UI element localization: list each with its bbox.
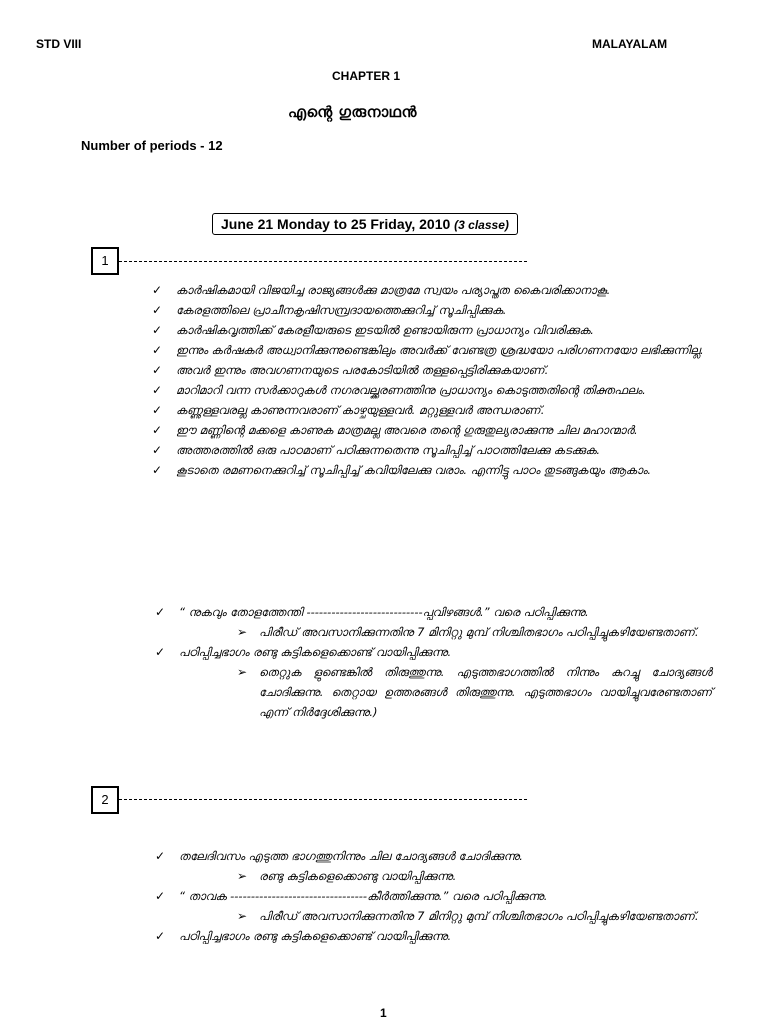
list-item: [152, 360, 712, 380]
list-item-text: അത്തരത്തിൽ ഒരു പാഠമാണ് പഠിക്കുന്നതെന്നു സൂചിപ്പിച്ച് പാഠത്തിലേക്കു കടക്കുക.: [176, 443, 601, 457]
check-mark-icon: ✓: [152, 463, 163, 477]
section-divider-2: [119, 799, 527, 800]
check-mark-icon: ✓: [155, 605, 166, 619]
check-mark-icon: ✓: [155, 645, 166, 659]
list-item-text: “ നുകവും തോളത്തേന്തി ----------------------------പ്പവിഴങ്ങൾ.” വരെ പഠിപ്പിക്കുന്നു.: [179, 605, 589, 619]
list-item-text: കൂടാതെ രമണനെക്കുറിച്ച് സൂചിപ്പിച്ച് കവിയിലേക്കു വരാം. എന്നിട്ടു പാഠം തുടങ്ങുകയും ആകാം.: [176, 463, 652, 477]
check-mark-icon: ✓: [155, 849, 166, 863]
check-mark-icon: ✓: [152, 343, 163, 357]
list-item-text: രണ്ടു കുട്ടികളെക്കൊണ്ടു വായിപ്പിക്കുന്നു.: [259, 869, 457, 883]
arrow-bullet-icon: ➢: [237, 869, 248, 883]
check-mark-icon: ✓: [152, 423, 163, 437]
list-item: [152, 280, 712, 300]
list-item: [155, 602, 712, 622]
list-item: [237, 866, 712, 886]
list-item: [152, 460, 712, 480]
list-item: [152, 400, 712, 420]
list-item: [155, 846, 712, 866]
teaching-steps-1: [155, 602, 712, 722]
list-item: [237, 622, 712, 642]
check-mark-icon: ✓: [152, 283, 163, 297]
section-divider: [119, 261, 527, 262]
date-range-note: (3 classe): [454, 218, 509, 232]
list-item-text: “ താവക ---------------------------------കീർത്തിക്കുന്നു.” വരെ പഠിപ്പിക്കുന്നു.: [179, 889, 548, 903]
page-number: 1: [380, 1006, 387, 1020]
section-number-box-2: 2: [91, 786, 119, 814]
chapter-label: CHAPTER 1: [332, 69, 401, 83]
list-item: [152, 380, 712, 400]
objectives-list: [152, 280, 712, 480]
list-item-text: പഠിപ്പിച്ചഭാഗം രണ്ടു കുട്ടികളെക്കൊണ്ട് വായിപ്പിക്കുന്നു.: [179, 645, 452, 659]
section-number-box: 1: [91, 247, 119, 275]
list-item: [155, 926, 712, 946]
list-item-text: അവർ ഇന്നും അവഗണനയുടെ പരകോടിയിൽ തള്ളപ്പെട്ടിരിക്കുകയാണ്.: [176, 363, 549, 377]
list-item-text: തെറ്റുക ളുണ്ടെങ്കിൽ തിരുത്തുന്നു. എടുത്തഭാഗത്തിൽ നിന്നും കുറച്ചു ചോദ്യങ്ങൾ ചോദിക്കുന്നു. തെറ്റായ ഉത്തരങ്ങൾ തിരുത്തുന്നു. എടുത്തഭാഗം വായിച്ചുവരേണ്ടതാണ് എന്ന് നിർദ്ദേശിക്കുന്നു.): [259, 665, 712, 719]
check-mark-icon: ✓: [152, 383, 163, 397]
date-range-text: June 21 Monday to 25 Friday, 2010: [221, 216, 451, 232]
check-mark-icon: ✓: [152, 443, 163, 457]
list-item-text: തലേദിവസം എടുത്ത ഭാഗത്തുനിന്നും ചില ചോദ്യങ്ങൾ ചോദിക്കുന്നു.: [179, 849, 523, 863]
list-item: [152, 420, 712, 440]
list-item: [155, 886, 712, 906]
list-item: [155, 642, 712, 662]
list-item: [152, 300, 712, 320]
arrow-bullet-icon: ➢: [237, 665, 248, 679]
list-item: [152, 320, 712, 340]
list-item-text: കേരളത്തിലെ പ്രാചീനകൃഷിസമ്പ്രദായത്തെക്കുറിച്ച് സൂചിപ്പിക്കുക.: [176, 303, 507, 317]
arrow-bullet-icon: ➢: [237, 625, 248, 639]
list-item-text: മാറിമാറി വന്ന സർക്കാറുകൾ നഗരവല്ക്കരണത്തിനു പ്രാധാന്യം കൊടുത്തതിന്റെ തിക്തഫലം.: [176, 383, 646, 397]
list-item: [152, 440, 712, 460]
date-range-box: [212, 213, 518, 235]
teaching-steps-2: [155, 846, 712, 946]
list-item-text: ഈ മണ്ണിന്റെ മക്കളെ കാണുക മാത്രമല്ല അവരെ തന്റെ ഗുരുതുല്യരാക്കുന്നു ചില മഹാന്മാർ.: [176, 423, 638, 437]
check-mark-icon: ✓: [155, 929, 166, 943]
check-mark-icon: ✓: [152, 363, 163, 377]
check-mark-icon: ✓: [152, 323, 163, 337]
periods-label: Number of periods - 12: [81, 138, 223, 153]
list-item-text: കണ്ണുള്ളവരല്ല കാണുന്നവരാണ് കാഴ്ചയുള്ളവർ. മറ്റുള്ളവർ അന്ധരാണ്.: [176, 403, 545, 417]
list-item-text: പിരീഡ് അവസാനിക്കുന്നതിനു 7 മിനിറ്റു മുമ്പ് നിശ്ചിതഭാഗം പഠിപ്പിച്ചുകഴിയേണ്ടതാണ്.: [259, 909, 699, 923]
list-item: [152, 340, 712, 360]
lesson-title: എന്റെ ഗുരുനാഥൻ: [288, 103, 417, 121]
list-item-text: പിരീഡ് അവസാനിക്കുന്നതിനു 7 മിനിറ്റു മുമ്പ് നിശ്ചിതഭാഗം പഠിപ്പിച്ചുകഴിയേണ്ടതാണ്.: [259, 625, 699, 639]
list-item-text: കാർഷികവൃത്തിക്ക് കേരളീയരുടെ ഇടയിൽ ഉണ്ടായിരുന്ന പ്രാധാന്യം വിവരിക്കുക.: [176, 323, 594, 337]
list-item-text: പഠിപ്പിച്ചഭാഗം രണ്ടു കുട്ടികളെക്കൊണ്ട് വായിപ്പിക്കുന്നു.: [179, 929, 452, 943]
list-item: [237, 662, 712, 722]
list-item-text: ഇന്നും കർഷകർ അധ്വാനിക്കുന്നുണ്ടെങ്കിലും അവർക്ക് വേണ്ടത്ര ശ്രദ്ധയോ പരിഗണനയോ ലഭിക്കുന്നില്ല.: [176, 343, 704, 357]
check-mark-icon: ✓: [155, 889, 166, 903]
check-mark-icon: ✓: [152, 403, 163, 417]
list-item-text: കാർഷികമായി വിജയിച്ച രാജ്യങ്ങൾക്കു മാത്രമേ സ്വയം പര്യാപ്തത കൈവരിക്കാനാകൂ.: [176, 283, 611, 297]
list-item: [237, 906, 712, 926]
subject-label: MALAYALAM: [592, 37, 668, 51]
class-label: STD VIII: [36, 37, 82, 51]
arrow-bullet-icon: ➢: [237, 909, 248, 923]
check-mark-icon: ✓: [152, 303, 163, 317]
